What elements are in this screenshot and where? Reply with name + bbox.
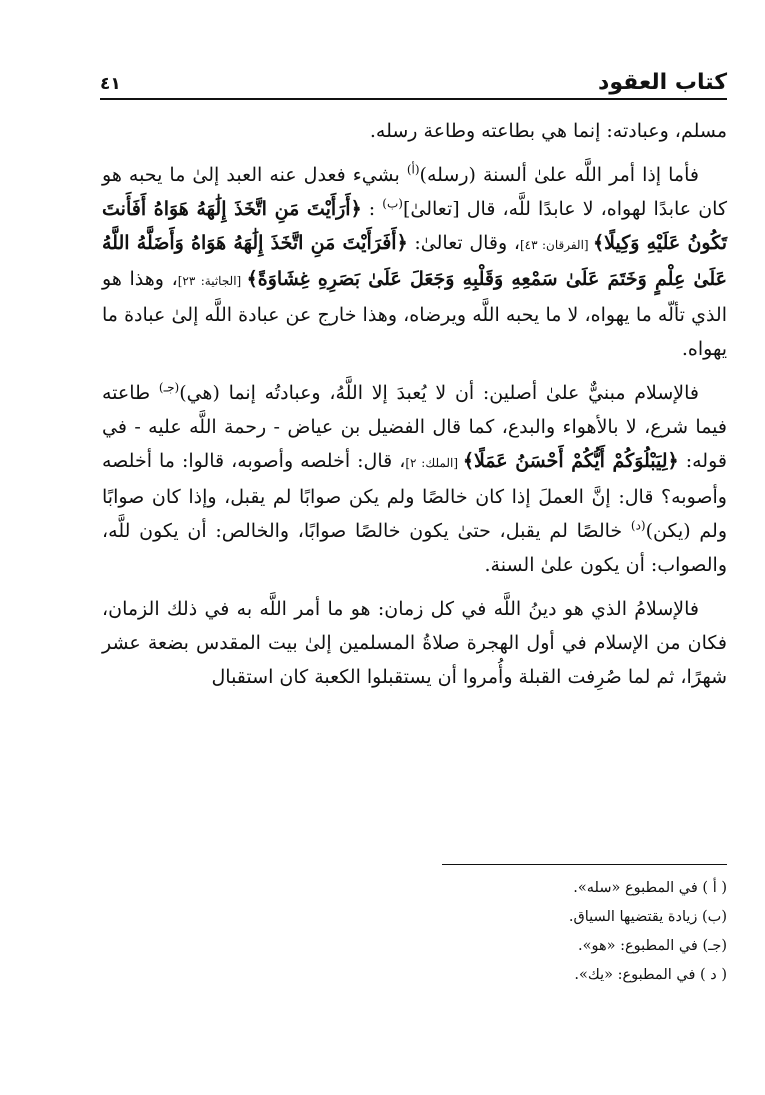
text-run: طاعته فيما شرع، لا بالأهواء والبدع، كما قال الفضيل بن عياض - رحمة اللَّه عليه - في قوله:: [102, 382, 727, 472]
footnote-d: ( د ) في المطبوع: «يك».: [574, 967, 727, 983]
paragraph-p2: [102, 158, 727, 366]
text-run: خالصًا لم يقبل، حتىٰ يكون خالصًا صوابًا، والخالص: أن يكون للَّه، والصواب: أن يكون علىٰ السنة.: [102, 520, 727, 576]
paragraph-p4: [102, 592, 727, 694]
quran-verse: ﴿أَرَأَيْتَ مَنِ اتَّخَذَ إِلَٰهَهُ هَوَاهُ أَفَأَنتَ تَكُونُ عَلَيْهِ وَكِيلًا﴾: [102, 198, 728, 254]
verse-reference: [الجاثية: ٢٣]: [177, 274, 247, 288]
paragraph-p1: [102, 114, 727, 148]
text-run: فالإسلام مبنيٌّ علىٰ أصلين: أن لا يُعبدَ إلا اللَّهُ، وعبادتُه إنما (هي): [179, 382, 699, 404]
quran-verse: ﴿لِيَبْلُوَكُمْ أَيُّكُمْ أَحْسَنُ عَمَلًا﴾: [462, 450, 679, 472]
main-text: [102, 114, 727, 704]
footnote-a: ( أ ) في المطبوع «سله».: [573, 880, 727, 896]
running-header: [100, 66, 727, 100]
footnote-marker: (ب): [382, 196, 403, 211]
text-run: :: [361, 198, 383, 220]
footnote-marker: (أ): [406, 162, 420, 177]
verse-reference: [الملك: ٢]: [405, 456, 463, 470]
text-run: مسلم، وعبادته: إنما هي بطاعته وطاعة رسله.: [369, 120, 727, 142]
text-run: بشيء فعدل عنه العبد إلىٰ ما يحبه هو كان عابدًا لهواه، لا عابدًا للَّه، قال [تعالىٰ]: [102, 164, 727, 220]
header-rule: [100, 98, 727, 100]
footnote-b: (ب) زيادة يقتضيها السياق.: [568, 909, 727, 925]
footnote-separator: [442, 864, 727, 865]
paragraph-p3: [102, 376, 727, 582]
text-run: فأما إذا أمر اللَّه علىٰ ألسنة (رسله): [419, 164, 699, 186]
text-run: ، قال: أخلصه وأصوبه، قالوا: ما أخلصه وأصوبه؟ قال: إنَّ العملَ إذا كان خالصًا ولم يكن صوابًا لم يقبل، وإذا كان صوابًا ولم (يكن): [102, 450, 728, 542]
text-run: ، وهذا هو الذي تألّه ما يهواه، لا ما يحبه اللَّه ويرضاه، وهذا خارج عن عبادة اللَّه إلىٰ عبادة ما يهواه.: [102, 268, 727, 360]
footnote-marker: (جـ): [158, 380, 180, 395]
verse-reference: [الفرقان: ٤٣]: [519, 238, 594, 252]
quran-verse: ﴿أَفَرَأَيْتَ مَنِ اتَّخَذَ إِلَٰهَهُ هَوَاهُ وَأَضَلَّهُ اللَّهُ عَلَىٰ عِلْمٍ وَخَتَمَ عَلَىٰ سَمْعِهِ وَقَلْبِهِ وَجَعَلَ عَلَىٰ بَصَرِهِ غِشَاوَةً﴾: [102, 232, 728, 290]
text-run: فالإسلامُ الذي هو دينُ اللَّه في كل زمان: هو ما أمر اللَّه به في ذلك الزمان، فكان من الإسلام في أول الهجرة صلاةُ المسلمين إلىٰ بيت المقدس بضعة عشر شهرًا، ثم لما صُرِفت القبلة وأُمروا أن يستقبلوا الكعبة كان استقبال: [102, 598, 727, 688]
book-title: كتاب العقود: [598, 70, 727, 95]
footnote-c: (جـ) في المطبوع: «هو».: [578, 938, 727, 954]
footnote-marker: (د): [630, 518, 646, 533]
page-number: ٤١: [100, 74, 121, 94]
footnotes: [300, 874, 727, 990]
text-run: ، وقال تعالىٰ:: [407, 232, 520, 254]
